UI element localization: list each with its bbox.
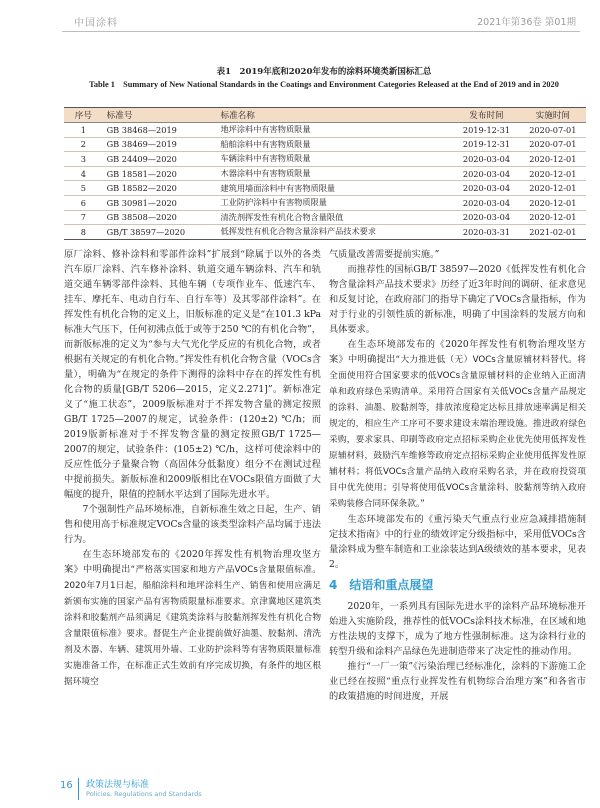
cell-release: 2019-12-31 (453, 123, 519, 138)
table-row (64, 166, 586, 181)
col-header-release: 发布时间 (453, 108, 519, 123)
paragraph: 2020年，一系列具有国际先进水平的涂料产品环境标准开始进入实施阶段，推荐性的低VOCs涂料技术标准，在区域和地方性法规的支撑下，成为了地方性强制标准。这为涂料行业的转型升级和涂料产品绿色先进制造带来了决定性的推动作用。 (329, 601, 586, 657)
cell-release: 2019-12-31 (453, 137, 519, 152)
cell-effective: 2020-12-01 (520, 152, 586, 167)
cell-effective: 2020-12-01 (520, 166, 586, 181)
cell-no: 8 (64, 225, 103, 240)
cell-name: 建筑用墙面涂料中有害物质限量 (216, 181, 453, 196)
journal-name: 中国涂料 (74, 18, 118, 29)
paragraph: 而推荐性的国标GB/T 38597—2020《低挥发性有机化合物含量涂料产品技术要求》历经了近3年时间的调研、征求意见和反复讨论，在政府部门的指导下确定了VOCs含量指标，作为对于行业的引领性质的新标准，明确了中国涂料的发展方向和具体要求。 (329, 264, 586, 335)
table-row (64, 210, 586, 225)
cell-release: 2020-03-04 (453, 210, 519, 225)
page-header (0, 0, 600, 30)
cell-effective: 2021-02-01 (520, 225, 586, 240)
quoted-text: “大力推进低（无）VOCs含量原辅材料替代。将全面使用符合国家要求的低VOCs含量原辅材料的企业纳入正面清单和政府绿色采购清单。采用符合国家有关低VOCs含量产品规定的涂料、油墨、胶黏剂等，排放浓度稳定达标且排放速率满足相关规定的，相应生产工序可不要求建设末端治理设施。推进政府绿色采购，要求家具、印刷等政府定点招标采购企业优先使用低挥发性原辅材料，鼓励汽车维修等政府定点招标采购企业使用低挥发性原辅材料；将低VOCs含量产品纳入政府采购名录，并在政府投资项目中优先使用；引导将使用低VOCs含量涂料、胶黏剂等纳入政府采购装修合同环保条款。” (329, 355, 586, 509)
table-caption-cn: 表1 2019年底和2020年发布的涂料环境类新国标汇总 (216, 67, 432, 77)
paragraph: 气质量改善需要提前实施。” (329, 249, 440, 260)
table-caption-en: Table 1 Summary of New National Standards in the Coatings and Environment Categories Released at the End of 2019 and in 2020 (89, 80, 559, 89)
cell-code: GB 38508—2020 (103, 210, 217, 225)
standards-table (64, 107, 586, 240)
table-row (64, 152, 586, 167)
cell-release: 2020-03-04 (453, 195, 519, 210)
paragraph (64, 547, 321, 690)
table-row (64, 225, 586, 240)
paragraph: 生态环境部发布的《重污染天气重点行业应急减排措施制定技术指南》中的行业的绩效评定分级指标中，采用低VOCs含量涂料成为整车制造和工业涂装达到A级绩效的基本要求，见表2。 (329, 514, 586, 570)
cell-no: 5 (64, 181, 103, 196)
cell-no: 2 (64, 137, 103, 152)
cell-code: GB/T 38597—2020 (103, 225, 217, 240)
col-header-no: 序号 (64, 108, 103, 123)
table-row (64, 137, 586, 152)
paragraph-lead: 在生态环境部发布的《2020年挥发性有机物治理攻坚方案》中明确提出 (64, 549, 321, 575)
paragraph-lead: 在生态环境部发布的《2020年挥发性有机物治理攻坚方案》中明确提出 (329, 339, 586, 365)
cell-effective: 2020-07-01 (520, 137, 586, 152)
table-body (64, 123, 586, 240)
col-header-effective: 实施时间 (520, 108, 586, 123)
cell-name: 船舶涂料中有害物质限量 (216, 137, 453, 152)
table-row (64, 195, 586, 210)
table-row (64, 123, 586, 138)
cell-release: 2020-03-04 (453, 152, 519, 167)
paragraph (329, 337, 586, 512)
cell-no: 7 (64, 210, 103, 225)
cell-code: GB 24409—2020 (103, 152, 217, 167)
cell-no: 6 (64, 195, 103, 210)
page-number: 16 (60, 780, 73, 791)
cell-name: 木器涂料中有害物质限量 (216, 166, 453, 181)
cell-code: GB 18581—2020 (103, 166, 217, 181)
footer-section-cn: 政策法规与标准 (86, 780, 150, 790)
table-row (64, 181, 586, 196)
cell-effective: 2020-12-01 (520, 195, 586, 210)
right-column (329, 247, 586, 704)
page-footer (0, 762, 600, 808)
footer-section-en: Policies, Regulations and Standards (86, 790, 202, 798)
paragraph: 7个强制性产品环境标准，自新标准生效之日起，生产、销售和使用高于标准规定VOCs含量的该类型涂料产品均属于违法行为。 (64, 504, 321, 545)
cell-no: 4 (64, 166, 103, 181)
cell-release: 2020-03-04 (453, 166, 519, 181)
footer-divider (78, 778, 79, 800)
cell-code: GB 30981—2020 (103, 195, 217, 210)
paragraph: 推行“一厂一策”《污染治理已经标准化，涂料的下游施工企业已经在按照“重点行业挥发性有机物综合治理方案”和各省市的政策措施的时间进度，开展 (329, 661, 586, 702)
cell-name: 地坪涂料中有害物质限量 (216, 123, 453, 138)
left-column (64, 247, 321, 690)
cell-release: 2020-03-31 (453, 225, 519, 240)
issue-info: 2021年第36卷 第01期 (477, 17, 576, 28)
cell-name: 车辆涂料中有害物质限量 (216, 152, 453, 167)
cell-code: GB 18582—2020 (103, 181, 217, 196)
paragraph: 原厂涂料、修补涂料和零部件涂料”扩展到“除属于以外的各类汽车原厂涂料、汽车修补涂料、轨道交通车辆涂料、汽车和轨道交通车辆零部件涂料、其他车辆（专项作业车、低速汽车、挂车、摩托车、电动自行车、自行车等）及其零部件涂料”。在挥发性有机化合物的定义上，旧版标准的定义是“在101.3 kPa标准大气压下，任何初沸点低于或等于250 ℃的有机化合物”，而新版标准的定义为“参与大气光化学反应的有机化合物，或者根据有关规定的有机化合物。”挥发性有机化合物含量（VOCs含量），明确为“在规定的条件下测得的涂料中存在的挥发性有机化合物的质量[GB/T 5206—2015，定义2.271]”。新标准定义了“施工状态”，2009版标准对于不挥发物含量的测定按照GB/T 1725—2007的规定，试验条件：(120±2) ℃/h；而2019版新标准对于不挥发物含量的测定按照GB/T 1725—2007的规定，试验条件：(105±2) ℃/h，这样可使涂料中的反应性低分子量聚合物（高固体分低黏度）组分不在测试过程中提前损失。新版标准和2009版相比在VOCs限值方面做了大幅度的提升，限值的控制水平达到了国际先进水平。 (64, 249, 321, 500)
section-heading (329, 578, 586, 594)
cell-effective: 2020-12-01 (520, 210, 586, 225)
cell-no: 3 (64, 152, 103, 167)
cell-name: 工业防护涂料中有害物质限量 (216, 195, 453, 210)
header-rule (62, 31, 580, 32)
cell-code: GB 38469—2019 (103, 137, 217, 152)
col-header-code: 标准号 (103, 108, 217, 123)
quoted-text: “严格落实国家和地方产品VOCs含量限值标准。2020年7月1日起，船舶涂料和地坪涂料生产、销售和使用应满足新颁布实施的国家产品有害物质限量标准要求。京津冀地区建筑类涂料和胶黏剂产品须满足《建筑类涂料与胶黏剂挥发性有机化合物含量限值标准》要求。督促生产企业提前做好油墨、胶黏剂、清洗剂及木器、车辆、建筑用外墙、工业防护涂料等有害物质限量标准实施准备工作，在标准正式生效前有序完成切换，有条件的地区根据环境空 (64, 565, 321, 687)
cell-name: 低挥发性有机化合物含量涂料产品技术要求 (216, 225, 453, 240)
cell-code: GB 38468—2019 (103, 123, 217, 138)
cell-release: 2020-03-04 (453, 181, 519, 196)
col-header-name: 标准名称 (216, 108, 453, 123)
table-header-row (64, 108, 586, 123)
section-number: 4 (329, 578, 338, 592)
cell-no: 1 (64, 123, 103, 138)
cell-effective: 2020-12-01 (520, 181, 586, 196)
cell-name: 清洗剂挥发性有机化合物含量限值 (216, 210, 453, 225)
cell-effective: 2020-07-01 (520, 123, 586, 138)
section-title: 结语和重点展望 (349, 578, 434, 592)
